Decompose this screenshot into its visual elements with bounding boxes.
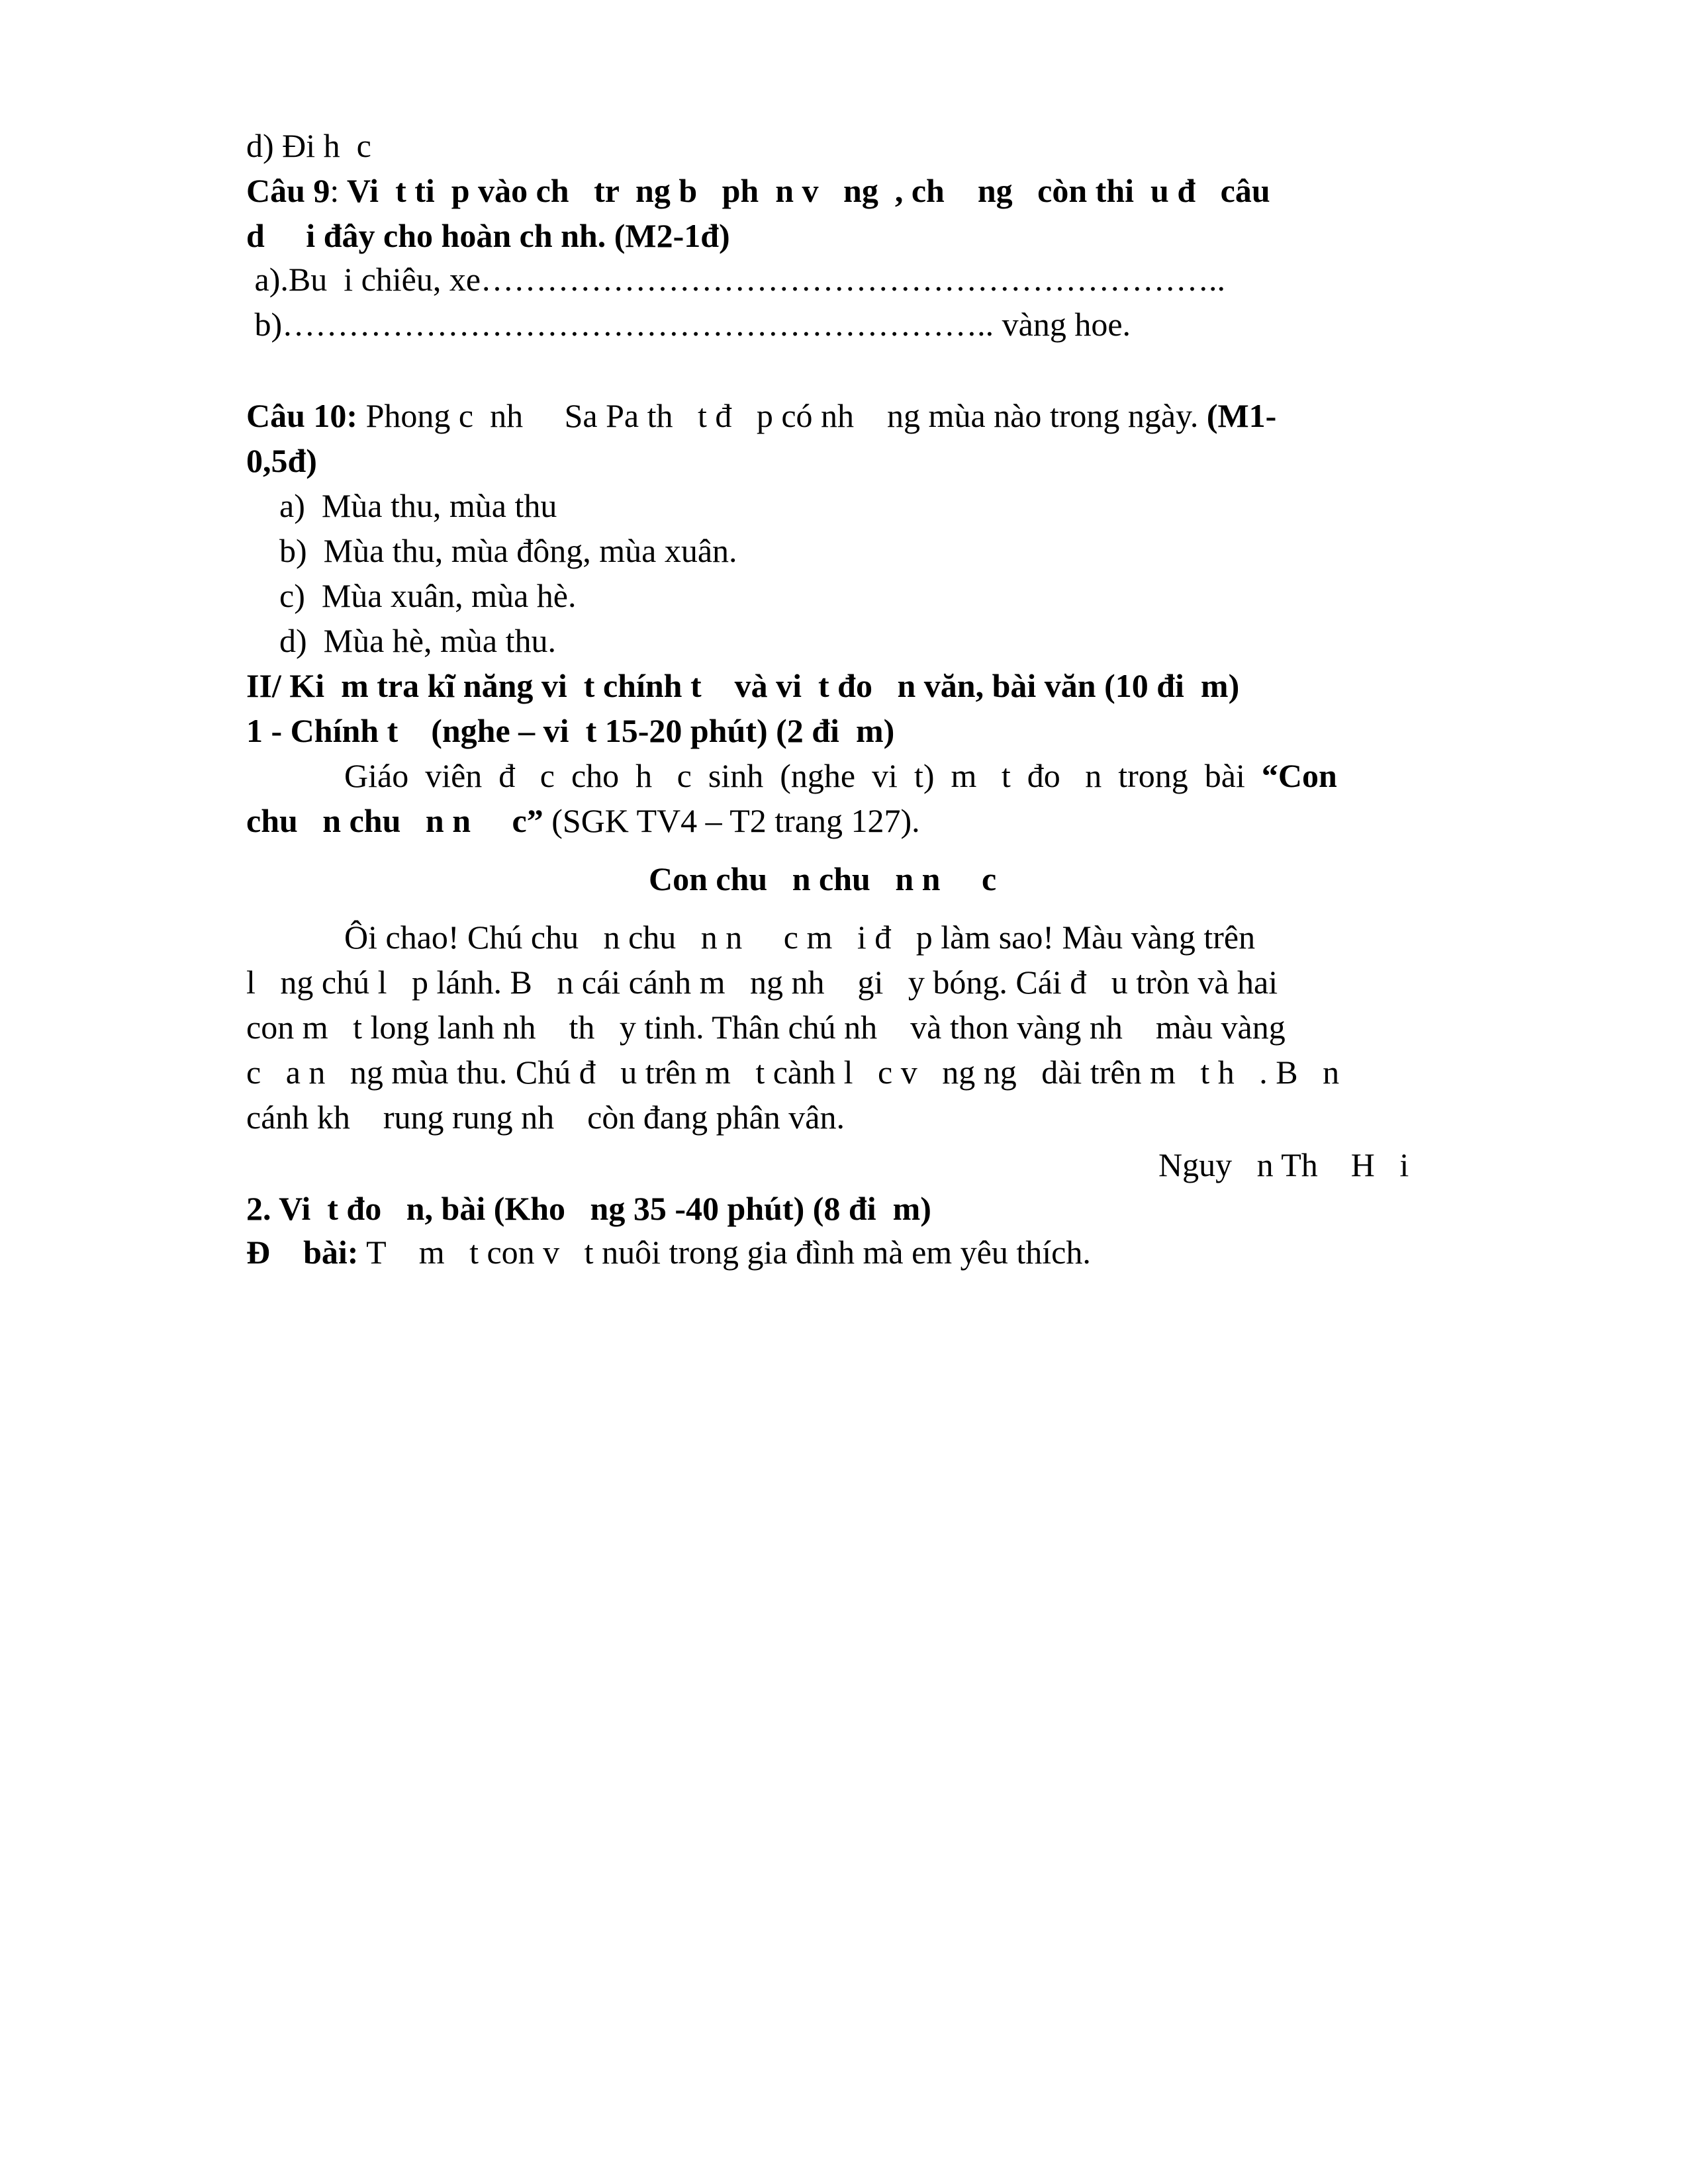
- essay-topic-label: Đ bài:: [246, 1234, 359, 1271]
- passage-line: cánh kh rung rung nh còn đang phân vân.: [246, 1099, 845, 1136]
- dictation-source: (SGK TV4 – T2 trang 127).: [543, 802, 920, 839]
- dictation-title-ref-1: “Con: [1261, 757, 1337, 794]
- essay-topic: [246, 1232, 1091, 1272]
- passage-line: Ôi chao! Chú chu n chu n n c m i đ p làm sao! Màu vàng trên: [344, 919, 1256, 956]
- question-10-line-1: [246, 396, 1276, 435]
- question-9-line-2: d i đây cho hoàn ch nh. (M2-1đ): [246, 217, 730, 254]
- passage-line: c a n ng mùa thu. Chú đ u trên m t cành l c v ng ng dài trên m t h . B n: [246, 1054, 1340, 1091]
- question-9-label: Câu 9: [246, 172, 330, 209]
- question-10-option: a) Mùa thu, mùa thu: [279, 487, 557, 524]
- question-10-option: d) Mùa hè, mùa thu.: [279, 622, 556, 659]
- section-2-heading: II/ Ki m tra kĩ năng vi t chính t và vi t đo n văn, bài văn (10 đi m): [246, 667, 1240, 704]
- question-10-label: Câu 10:: [246, 397, 358, 434]
- question-10-mark-2: 0,5đ): [246, 442, 317, 479]
- question-10-text: Phong c nh Sa Pa th t đ p có nh ng mùa nào trong ngày.: [357, 397, 1207, 434]
- question-10-option: c) Mùa xuân, mùa hè.: [279, 577, 577, 614]
- dictation-instruction-line-2: [246, 801, 920, 841]
- passage-author: Nguy n Th H i: [1158, 1146, 1409, 1183]
- option-d-prev: d) Đi h c: [246, 127, 371, 164]
- passage-line: con m t long lanh nh th y tinh. Thân chú nh và thon vàng nh màu vàng: [246, 1009, 1286, 1046]
- question-10-mark-1: (M1-: [1206, 397, 1277, 434]
- passage-line: l ng chú l p lánh. B n cái cánh m ng nh gi y bóng. Cái đ u tròn và hai: [246, 964, 1278, 1001]
- dictation-instruction-line-1: [344, 756, 1337, 796]
- passage-title: Con chu n chu n n c: [649, 860, 997, 897]
- dictation-title-ref-2: chu n chu n n c”: [246, 802, 543, 839]
- question-9-colon: :: [330, 172, 340, 209]
- question-9-line-1: [246, 171, 1270, 210]
- essay-topic-text: T m t con v t nuôi trong gia đình mà em yêu thích.: [358, 1234, 1091, 1271]
- section-2-1-heading: 1 - Chính t (nghe – vi t 15-20 phút) (2 đi m): [246, 712, 895, 749]
- section-2-2-heading: 2. Vi t đo n, bài (Kho ng 35 -40 phút) (8 đi m): [246, 1190, 931, 1227]
- question-9-text-1: Vi t ti p vào ch tr ng b ph n v ng , ch ng còn thi u đ câu: [339, 172, 1270, 209]
- question-10-option: b) Mùa thu, mùa đông, mùa xuân.: [279, 532, 737, 569]
- dictation-instruction: Giáo viên đ c cho h c sinh (nghe vi t) m t đo n trong bài: [344, 757, 1262, 794]
- question-9-item-b: b)……………………………………………………….. vàng hoe.: [246, 306, 1131, 343]
- question-9-item-a: a).Bu i chiêu, xe…………………………………………………………..: [246, 261, 1226, 298]
